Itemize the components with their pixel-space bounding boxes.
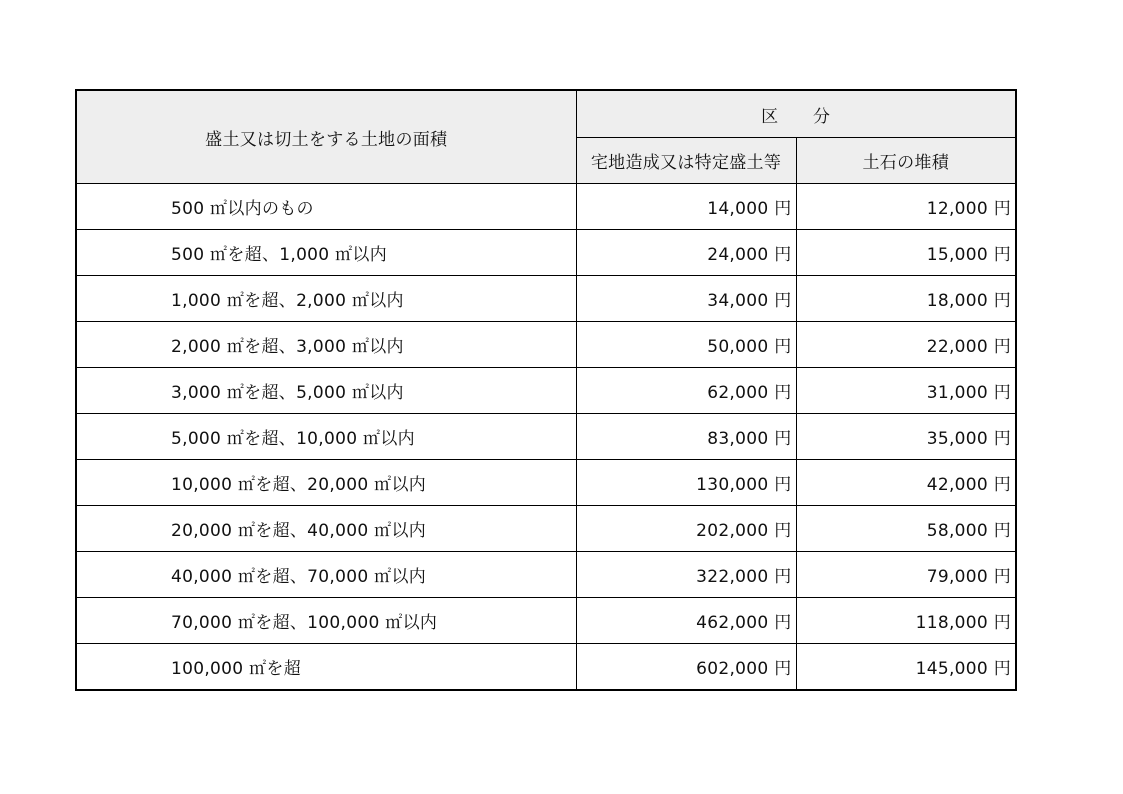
development-fee-cell: 62,000 円 [576, 368, 796, 414]
area-cell: 5,000 ㎡を超、10,000 ㎡以内 [76, 414, 576, 460]
development-fee-cell: 34,000 円 [576, 276, 796, 322]
area-cell: 500 ㎡以内のもの [76, 184, 576, 230]
development-fee-cell: 462,000 円 [576, 598, 796, 644]
table-body [76, 184, 1016, 691]
table-row [76, 322, 1016, 368]
table-row [76, 644, 1016, 691]
soil-storage-fee-cell: 18,000 円 [796, 276, 1016, 322]
area-cell: 500 ㎡を超、1,000 ㎡以内 [76, 230, 576, 276]
table-row [76, 276, 1016, 322]
soil-storage-fee-cell: 22,000 円 [796, 322, 1016, 368]
area-cell: 10,000 ㎡を超、20,000 ㎡以内 [76, 460, 576, 506]
development-fee-cell: 322,000 円 [576, 552, 796, 598]
area-cell: 70,000 ㎡を超、100,000 ㎡以内 [76, 598, 576, 644]
soil-storage-fee-cell: 42,000 円 [796, 460, 1016, 506]
table-row [76, 414, 1016, 460]
soil-storage-fee-cell: 118,000 円 [796, 598, 1016, 644]
soil-storage-fee-cell: 15,000 円 [796, 230, 1016, 276]
development-fee-cell: 14,000 円 [576, 184, 796, 230]
table-row [76, 506, 1016, 552]
table-header [76, 90, 1016, 184]
soil-storage-fee-cell: 35,000 円 [796, 414, 1016, 460]
development-fee-cell: 130,000 円 [576, 460, 796, 506]
table-row [76, 230, 1016, 276]
soil-storage-fee-cell: 79,000 円 [796, 552, 1016, 598]
development-fee-cell: 83,000 円 [576, 414, 796, 460]
area-cell: 2,000 ㎡を超、3,000 ㎡以内 [76, 322, 576, 368]
development-fee-column-header: 宅地造成又は特定盛土等 [576, 138, 796, 184]
area-cell: 20,000 ㎡を超、40,000 ㎡以内 [76, 506, 576, 552]
header-row-1 [76, 90, 1016, 138]
development-fee-cell: 202,000 円 [576, 506, 796, 552]
soil-storage-fee-cell: 145,000 円 [796, 644, 1016, 691]
table-row [76, 460, 1016, 506]
table-row [76, 184, 1016, 230]
table-row [76, 368, 1016, 414]
development-fee-cell: 24,000 円 [576, 230, 796, 276]
area-cell: 3,000 ㎡を超、5,000 ㎡以内 [76, 368, 576, 414]
table-row [76, 598, 1016, 644]
soil-storage-fee-column-header: 土石の堆積 [796, 138, 1016, 184]
development-fee-cell: 602,000 円 [576, 644, 796, 691]
soil-storage-fee-cell: 12,000 円 [796, 184, 1016, 230]
fee-table [75, 89, 1017, 691]
area-cell: 100,000 ㎡を超 [76, 644, 576, 691]
category-header: 区 分 [576, 90, 1016, 138]
area-column-header: 盛土又は切土をする土地の面積 [76, 90, 576, 184]
soil-storage-fee-cell: 31,000 円 [796, 368, 1016, 414]
development-fee-cell: 50,000 円 [576, 322, 796, 368]
area-cell: 1,000 ㎡を超、2,000 ㎡以内 [76, 276, 576, 322]
soil-storage-fee-cell: 58,000 円 [796, 506, 1016, 552]
area-cell: 40,000 ㎡を超、70,000 ㎡以内 [76, 552, 576, 598]
table-row [76, 552, 1016, 598]
